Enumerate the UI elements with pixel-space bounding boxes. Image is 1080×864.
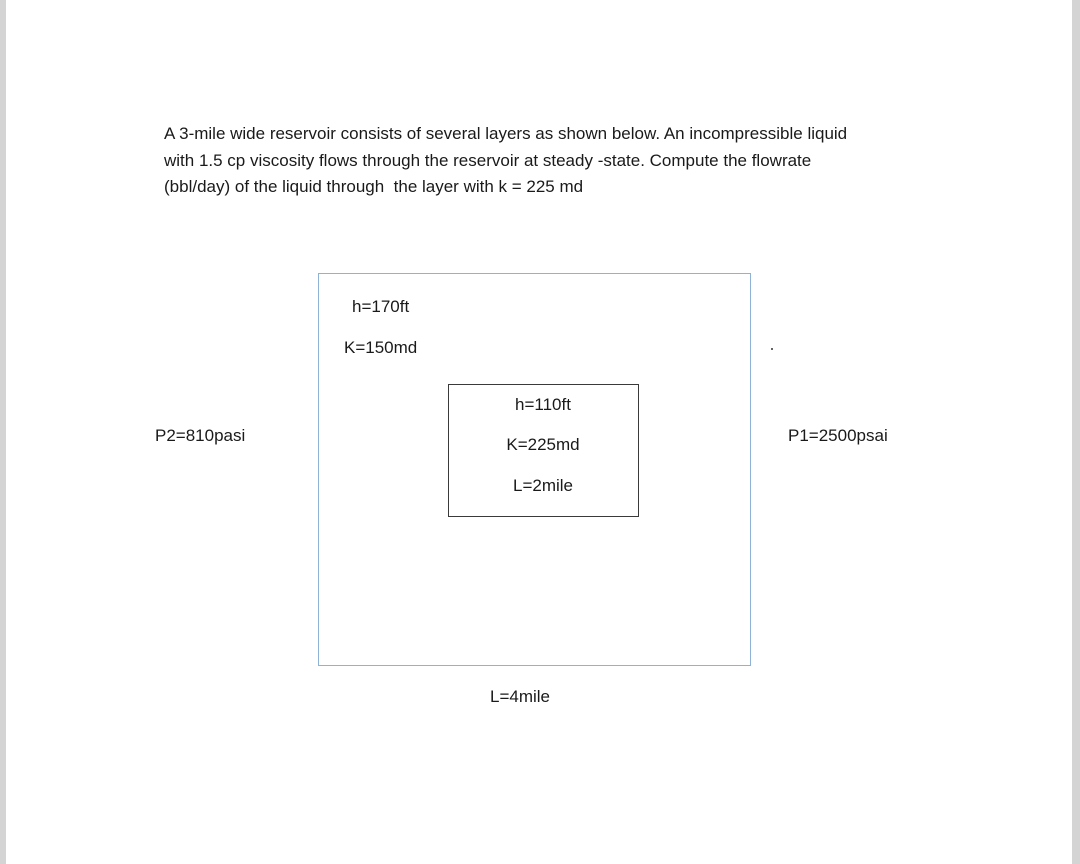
inner-length-label: L=2mile bbox=[512, 476, 574, 495]
problem-line-2: with 1.5 cp viscosity flows through the reservoir at steady -state. Compute the flowrate bbox=[164, 150, 812, 170]
problem-line-1: A 3-mile wide reservoir consists of several layers as shown below. An incompressible liquid bbox=[164, 124, 848, 143]
p1-pressure-label: P1=2500psai bbox=[788, 426, 888, 445]
outer-length-label: L=4mile bbox=[489, 687, 551, 706]
document-page bbox=[6, 0, 1072, 864]
inner-thickness-label: h=110ft bbox=[515, 395, 571, 414]
problem-line-3: (bbl/day) of the liquid through the layer with k = 225 md bbox=[164, 177, 584, 196]
outer-permeability-label: K=150md bbox=[344, 338, 418, 357]
outer-thickness-label: h=170ft bbox=[352, 297, 410, 316]
problem-statement bbox=[164, 121, 924, 201]
stray-dot bbox=[771, 348, 773, 350]
p2-pressure-label: P2=810pasi bbox=[155, 426, 246, 445]
inner-permeability-label: K=225md bbox=[506, 435, 580, 454]
